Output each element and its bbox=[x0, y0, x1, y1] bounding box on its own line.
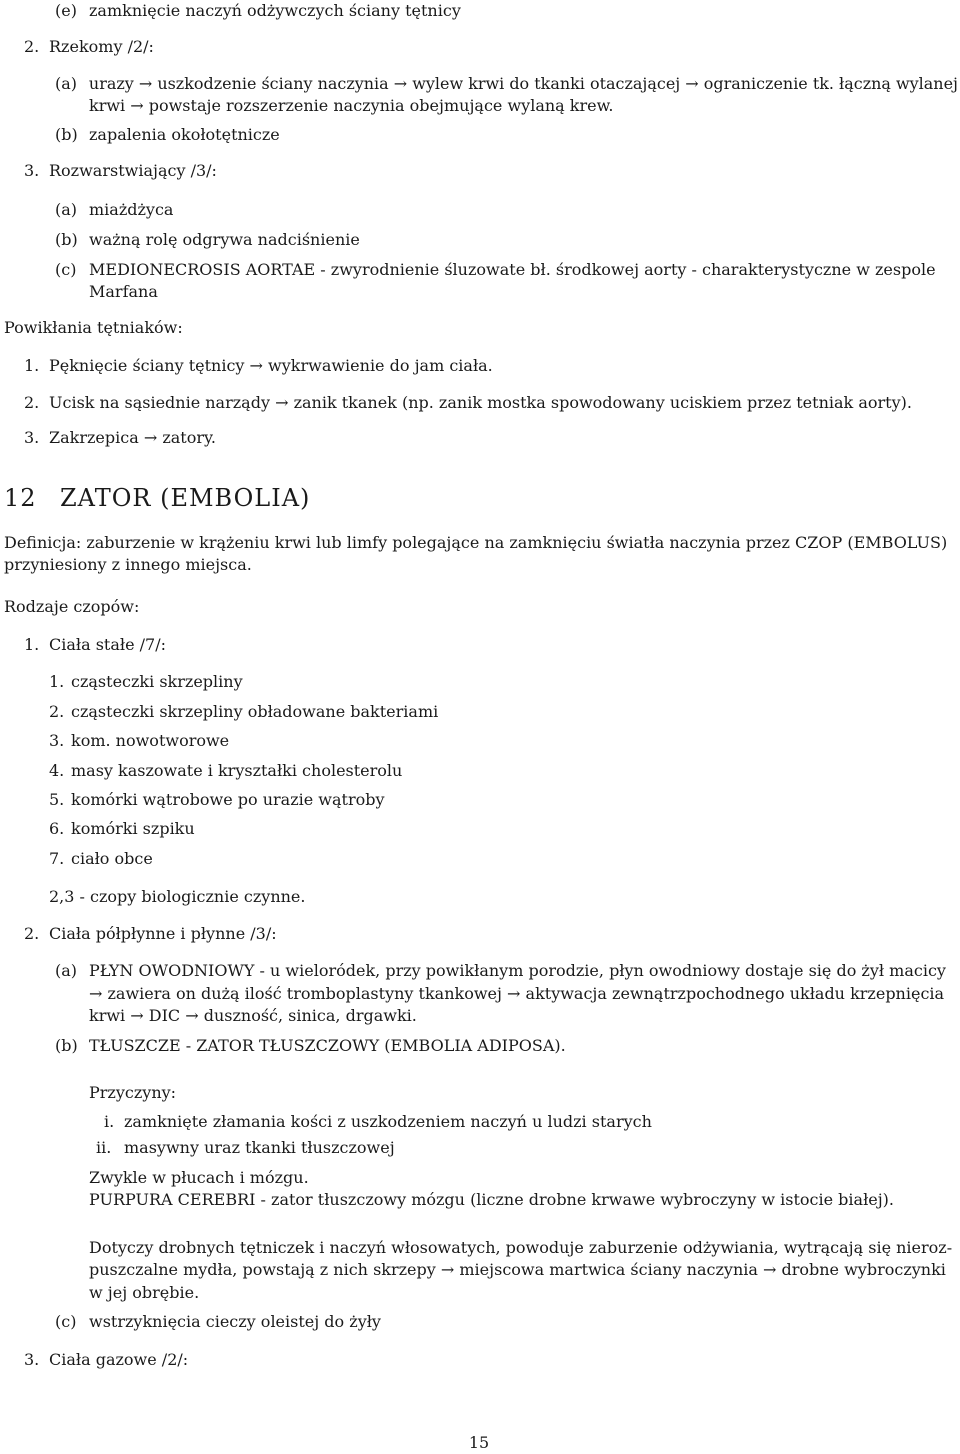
item-label: 3. bbox=[24, 428, 40, 447]
list-item bbox=[24, 923, 277, 945]
definition: Definicja: zaburzenie w krążeniu krwi lub limfy polegające na zamknięciu światła naczynia przez CZOP (EMBOLUS) bbox=[4, 533, 948, 552]
item-text: Ucisk na sąsiednie narządy → zanik tkanek (np. zanik mostka spowodowany uciskiem przez tetniak aorty). bbox=[49, 393, 912, 412]
list-item bbox=[24, 392, 912, 414]
item-text: masy kaszowate i kryształki cholesterolu bbox=[71, 761, 403, 780]
item-label: (a) bbox=[55, 200, 78, 219]
item-label: 6. bbox=[49, 819, 65, 838]
item-text: TŁUSZCZE - ZATOR TŁUSZCZOWY (EMBOLIA ADIPOSA). bbox=[89, 1036, 566, 1055]
item-text: Ciała gazowe /2/: bbox=[49, 1350, 189, 1369]
list-item bbox=[55, 259, 936, 281]
list-item bbox=[49, 730, 229, 752]
list-item bbox=[49, 760, 402, 782]
item-label: 1. bbox=[24, 356, 40, 375]
item-text: urazy → uszkodzenie ściany naczynia → wylew krwi do tkanki otaczającej → ograniczenie tk. łączną wylanej bbox=[88, 74, 958, 93]
list-item bbox=[55, 73, 958, 95]
paragraph: Zwykle w płucach i mózgu. bbox=[89, 1168, 309, 1187]
item-text: Ciała stałe /7/: bbox=[49, 635, 166, 654]
item-label: (c) bbox=[55, 260, 77, 279]
item-label: (a) bbox=[55, 961, 78, 980]
list-item bbox=[55, 1311, 381, 1333]
item-label: (b) bbox=[55, 1036, 78, 1055]
section-heading bbox=[4, 483, 310, 513]
complications-title: Powikłania tętniaków: bbox=[4, 318, 183, 337]
causes-title: Przyczyny: bbox=[89, 1083, 177, 1102]
item-label: 7. bbox=[49, 849, 65, 868]
list-item bbox=[55, 229, 360, 251]
item-label: 3. bbox=[24, 1350, 40, 1369]
section-number: 12 bbox=[4, 484, 37, 512]
definition-continuation: przyniesiony z innego miejsca. bbox=[4, 555, 252, 574]
paragraph: PURPURA CEREBRI - zator tłuszczowy mózgu (liczne drobne krwawe wybroczyny w istocie białej). bbox=[89, 1190, 895, 1209]
item-text: zapalenia okołotętnicze bbox=[89, 125, 280, 144]
list-item bbox=[24, 36, 154, 58]
item-label: 1. bbox=[49, 672, 65, 691]
note: 2,3 - czopy biologicznie czynne. bbox=[49, 887, 306, 906]
item-text: cząsteczki skrzepliny bbox=[71, 672, 243, 691]
item-text: Ciała półpłynne i płynne /3/: bbox=[49, 924, 277, 943]
item-text: ciało obce bbox=[71, 849, 153, 868]
item-label: 2. bbox=[24, 393, 40, 412]
list-item bbox=[55, 199, 173, 221]
item-text: Rzekomy /2/: bbox=[49, 37, 154, 56]
list-item bbox=[24, 355, 493, 377]
list-item bbox=[55, 124, 280, 146]
list-item bbox=[24, 1349, 188, 1371]
list-item bbox=[49, 701, 438, 723]
item-text: cząsteczki skrzepliny obładowane bakteriami bbox=[71, 702, 439, 721]
item-text: Rozwarstwiający /3/: bbox=[49, 161, 217, 180]
item-continuation: krwi → powstaje rozszerzenie naczynia obejmujące wylaną krew. bbox=[89, 96, 614, 115]
item-label: 3. bbox=[49, 731, 65, 750]
item-label: 2. bbox=[24, 37, 40, 56]
item-continuation: → zawiera on dużą ilość tromboplastyny tkankowej → aktywacja zewnątrzpochodnego układu krzepnięcia bbox=[89, 984, 945, 1003]
item-text: MEDIONECROSIS AORTAE - zwyrodnienie śluzowate bł. środkowej aorty - charakterystyczne w zespole bbox=[89, 260, 936, 279]
list-item bbox=[96, 1137, 395, 1159]
item-label: ii. bbox=[96, 1138, 112, 1157]
list-item bbox=[104, 1111, 652, 1133]
list-item bbox=[49, 848, 153, 870]
item-label: 5. bbox=[49, 790, 65, 809]
item-label: i. bbox=[104, 1112, 115, 1131]
section-title: ZATOR (EMBOLIA) bbox=[60, 484, 311, 512]
item-label: 1. bbox=[24, 635, 40, 654]
item-label: 3. bbox=[24, 161, 40, 180]
item-text: Zakrzepica → zatory. bbox=[49, 428, 217, 447]
list-item bbox=[49, 789, 385, 811]
list-item bbox=[24, 160, 217, 182]
list-item bbox=[55, 1035, 566, 1057]
item-label: (b) bbox=[55, 125, 78, 144]
list-item bbox=[49, 818, 195, 840]
item-label: 4. bbox=[49, 761, 65, 780]
page-number: 15 bbox=[468, 1433, 490, 1452]
item-label: 2. bbox=[24, 924, 40, 943]
item-text: kom. nowotworowe bbox=[71, 731, 230, 750]
paragraph-continuation: w jej obrębie. bbox=[89, 1283, 200, 1302]
types-title: Rodzaje czopów: bbox=[4, 597, 140, 616]
item-text: ważną rolę odgrywa nadciśnienie bbox=[89, 230, 360, 249]
item-text: komórki szpiku bbox=[71, 819, 195, 838]
item-text: Pęknięcie ściany tętnicy → wykrwawienie do jam ciała. bbox=[49, 356, 493, 375]
item-text: masywny uraz tkanki tłuszczowej bbox=[124, 1138, 395, 1157]
item-text: komórki wątrobowe po urazie wątroby bbox=[71, 790, 385, 809]
item-continuation: Marfana bbox=[89, 282, 158, 301]
item-continuation: krwi → DIC → duszność, sinica, drgawki. bbox=[89, 1006, 417, 1025]
list-item bbox=[24, 634, 166, 656]
item-text: zamknięte złamania kości z uszkodzeniem naczyń u ludzi starych bbox=[124, 1112, 652, 1131]
item-label: 2. bbox=[49, 702, 65, 721]
item-text: zamknięcie naczyń odżywczych ściany tętnicy bbox=[89, 1, 461, 20]
list-item bbox=[49, 671, 243, 693]
item-label: (a) bbox=[55, 74, 77, 93]
paragraph-continuation: puszczalne mydła, powstają z nich skrzepy → miejscowa martwica ściany naczynia → drobne wybroczynki bbox=[89, 1260, 946, 1279]
list-item bbox=[55, 960, 946, 982]
list-item bbox=[55, 0, 461, 22]
item-text: wstrzyknięcia cieczy oleistej do żyły bbox=[89, 1312, 381, 1331]
item-text: miażdżyca bbox=[89, 200, 174, 219]
list-item bbox=[24, 427, 216, 449]
item-label: (b) bbox=[55, 230, 78, 249]
item-label: (e) bbox=[55, 1, 77, 20]
item-text: PŁYN OWODNIOWY - u wieloródek, przy powikłanym porodzie, płyn owodniowy dostaje się do żył macicy bbox=[89, 961, 946, 980]
paragraph: Dotyczy drobnych tętniczek i naczyń włosowatych, powoduje zaburzenie odżywiania, wytrącają się nieroz- bbox=[89, 1238, 953, 1257]
item-label: (c) bbox=[55, 1312, 77, 1331]
